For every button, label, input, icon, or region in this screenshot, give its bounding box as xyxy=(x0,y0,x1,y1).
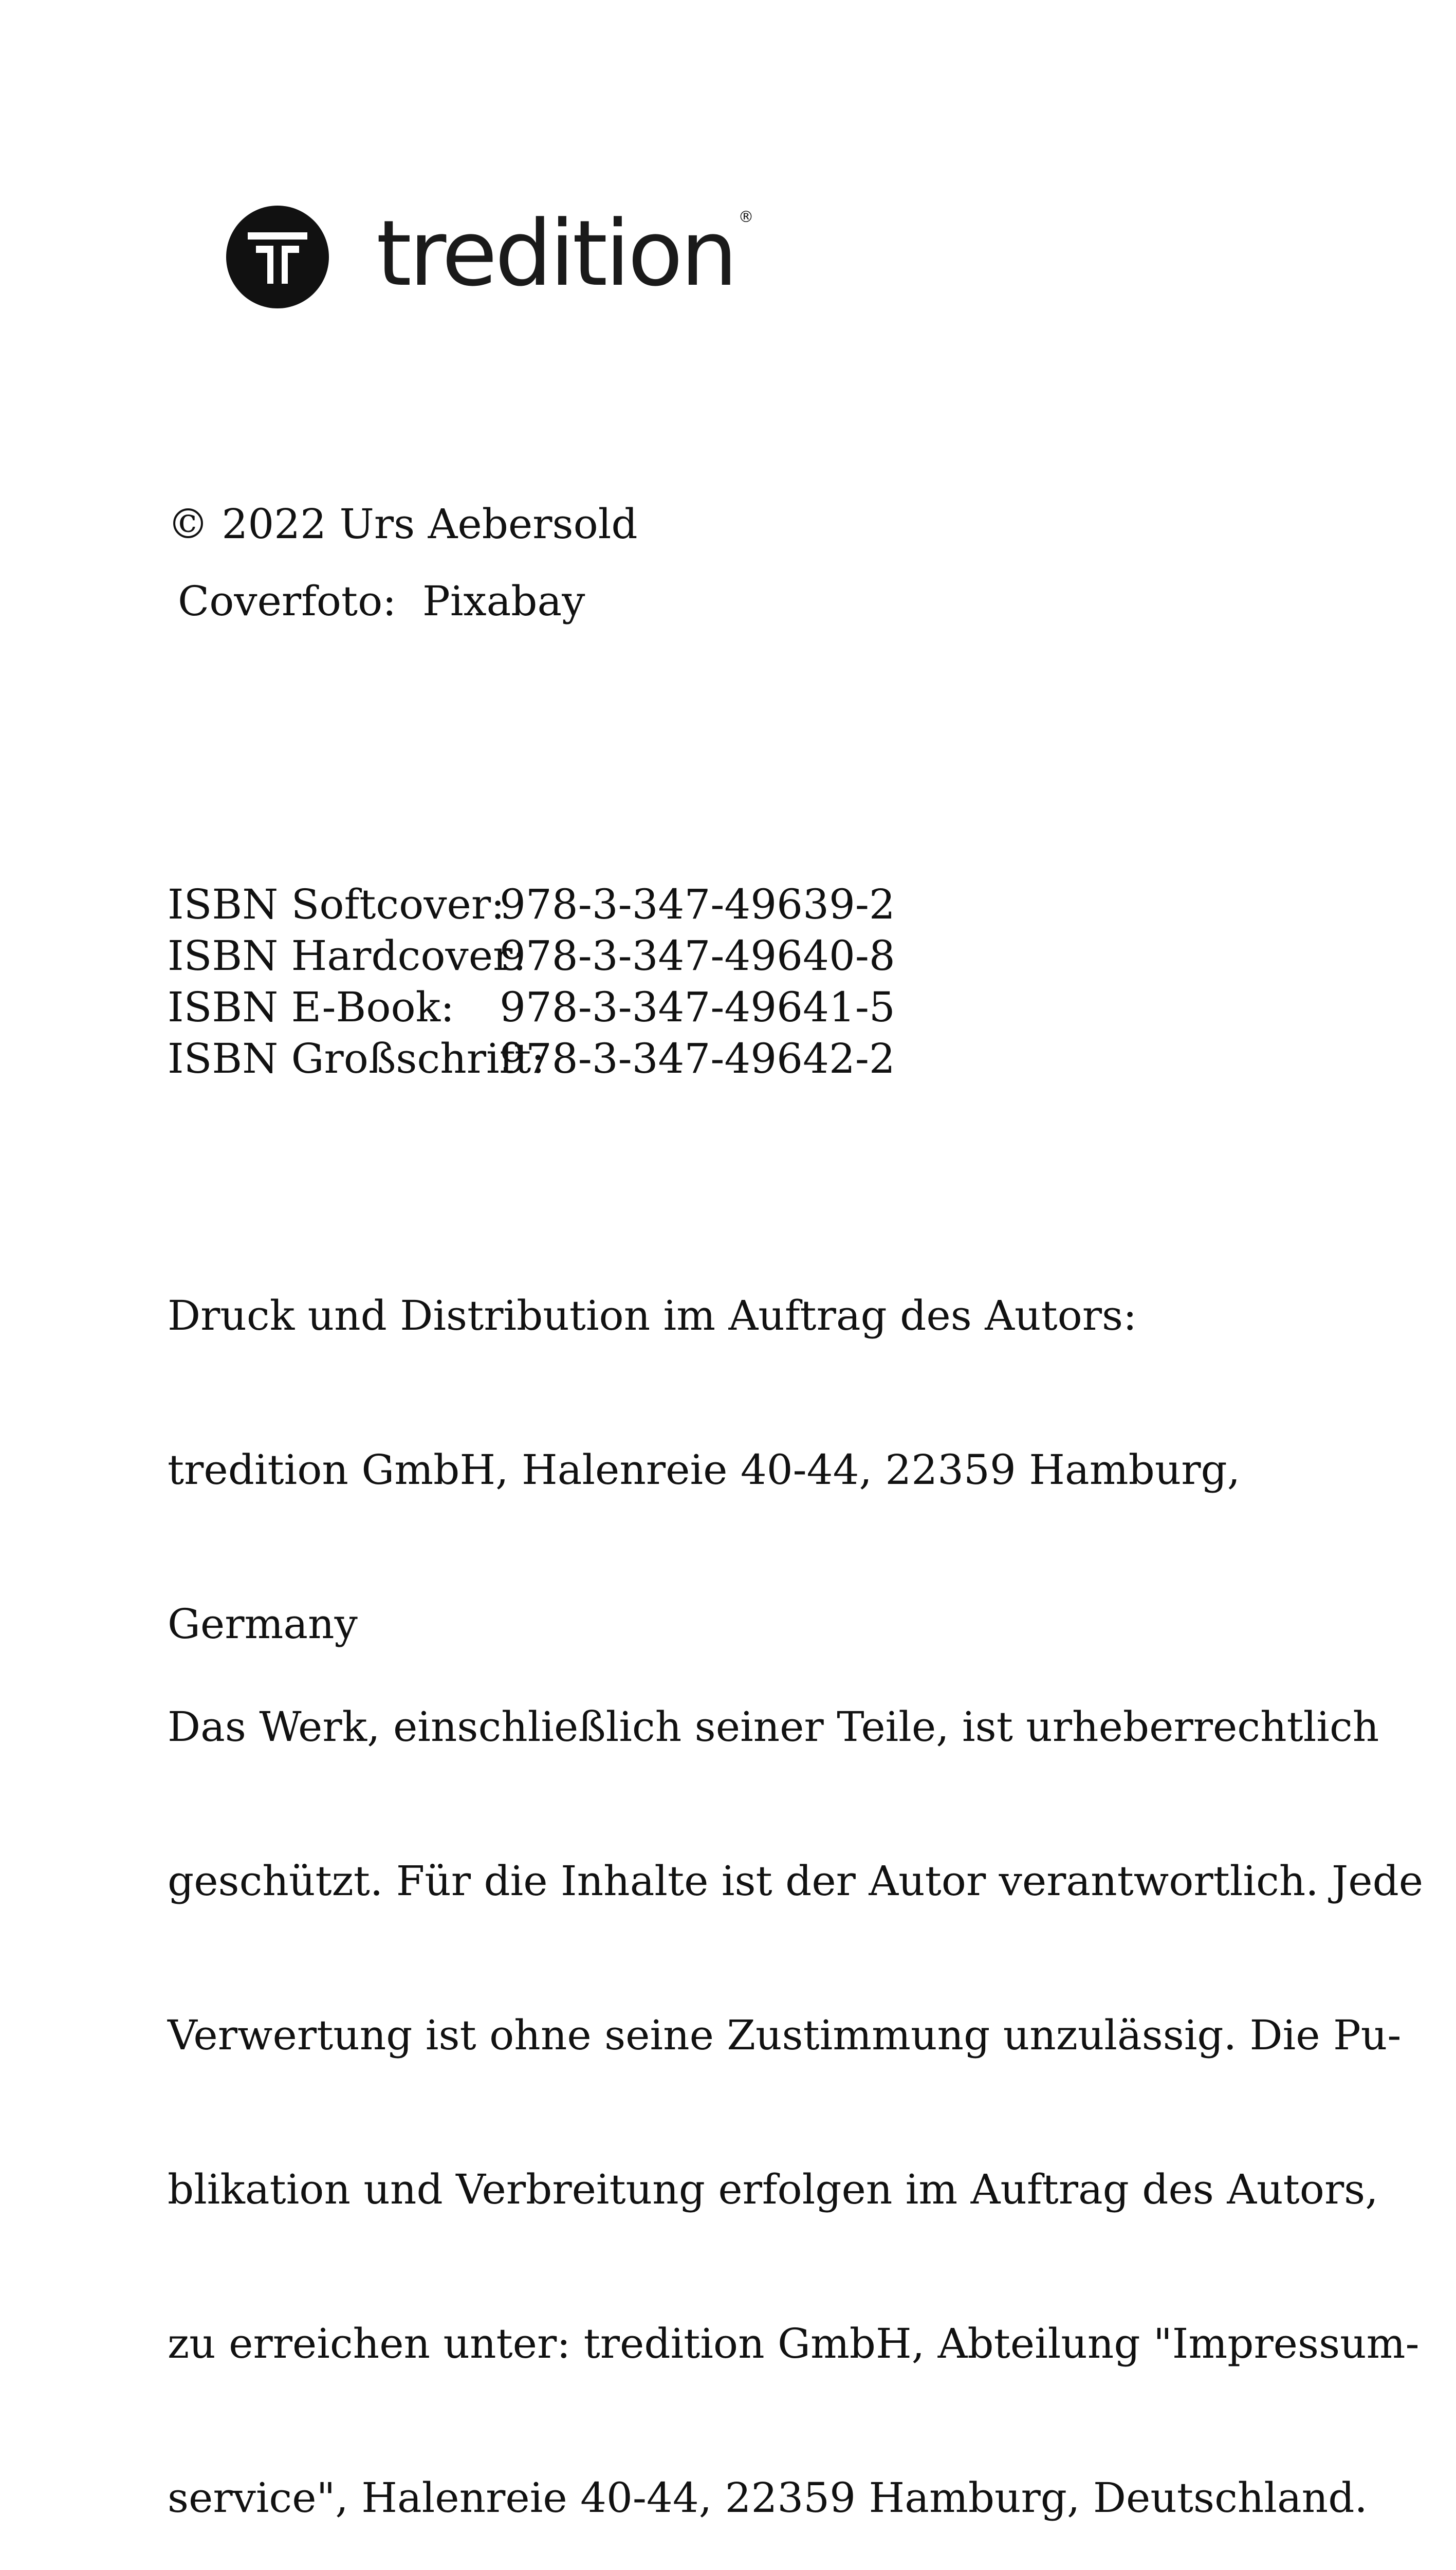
isbn-label: ISBN Hardcover: xyxy=(168,932,527,980)
print-line: Germany xyxy=(168,1600,358,1648)
isbn-row-ebook xyxy=(168,982,895,1033)
isbn-number: 978-3-347-49640-8 xyxy=(500,932,895,980)
legal-line: Verwertung ist ohne seine Zustimmung unzulässig. Die Pu- xyxy=(168,2011,1402,2059)
isbn-list xyxy=(168,879,895,1085)
legal-line: geschützt. Für die Inhalte ist der Autor verantwortlich. Jede xyxy=(168,1857,1424,1905)
coverfoto-credit: Coverfoto: Pixabay xyxy=(178,577,585,625)
legal-line: service", Halenreie 40-44, 22359 Hamburg, Deutschland. xyxy=(168,2474,1368,2522)
print-line: tredition GmbH, Halenreie 40-44, 22359 Hamburg, xyxy=(168,1446,1241,1494)
tredition-logo-icon xyxy=(226,206,329,308)
isbn-number: 978-3-347-49642-2 xyxy=(500,1035,895,1082)
legal-line: Das Werk, einschließlich seiner Teile, ist urheberrechtlich xyxy=(168,1703,1379,1751)
isbn-label: ISBN E-Book: xyxy=(168,983,455,1031)
isbn-row-hardcover xyxy=(168,930,895,982)
legal-line: blikation und Verbreitung erfolgen im Auftrag des Autors, xyxy=(168,2165,1378,2213)
publisher-logo xyxy=(226,201,754,308)
isbn-number: 978-3-347-49639-2 xyxy=(500,880,895,928)
isbn-label: ISBN Großschrift: xyxy=(168,1035,545,1082)
isbn-row-softcover xyxy=(168,879,895,930)
isbn-number: 978-3-347-49641-5 xyxy=(500,983,895,1031)
registered-mark: ® xyxy=(738,208,754,226)
legal-notice xyxy=(168,1599,1423,2570)
isbn-label: ISBN Softcover: xyxy=(168,880,505,928)
copyright-line: © 2022 Urs Aebersold xyxy=(168,500,638,548)
print-line: Druck und Distribution im Auftrag des Autors: xyxy=(168,1292,1137,1339)
legal-line: zu erreichen unter: tredition GmbH, Abteilung "Impressum- xyxy=(168,2320,1420,2367)
logo-wordmark: tredition xyxy=(376,201,735,306)
isbn-row-grossschrift xyxy=(168,1033,895,1085)
